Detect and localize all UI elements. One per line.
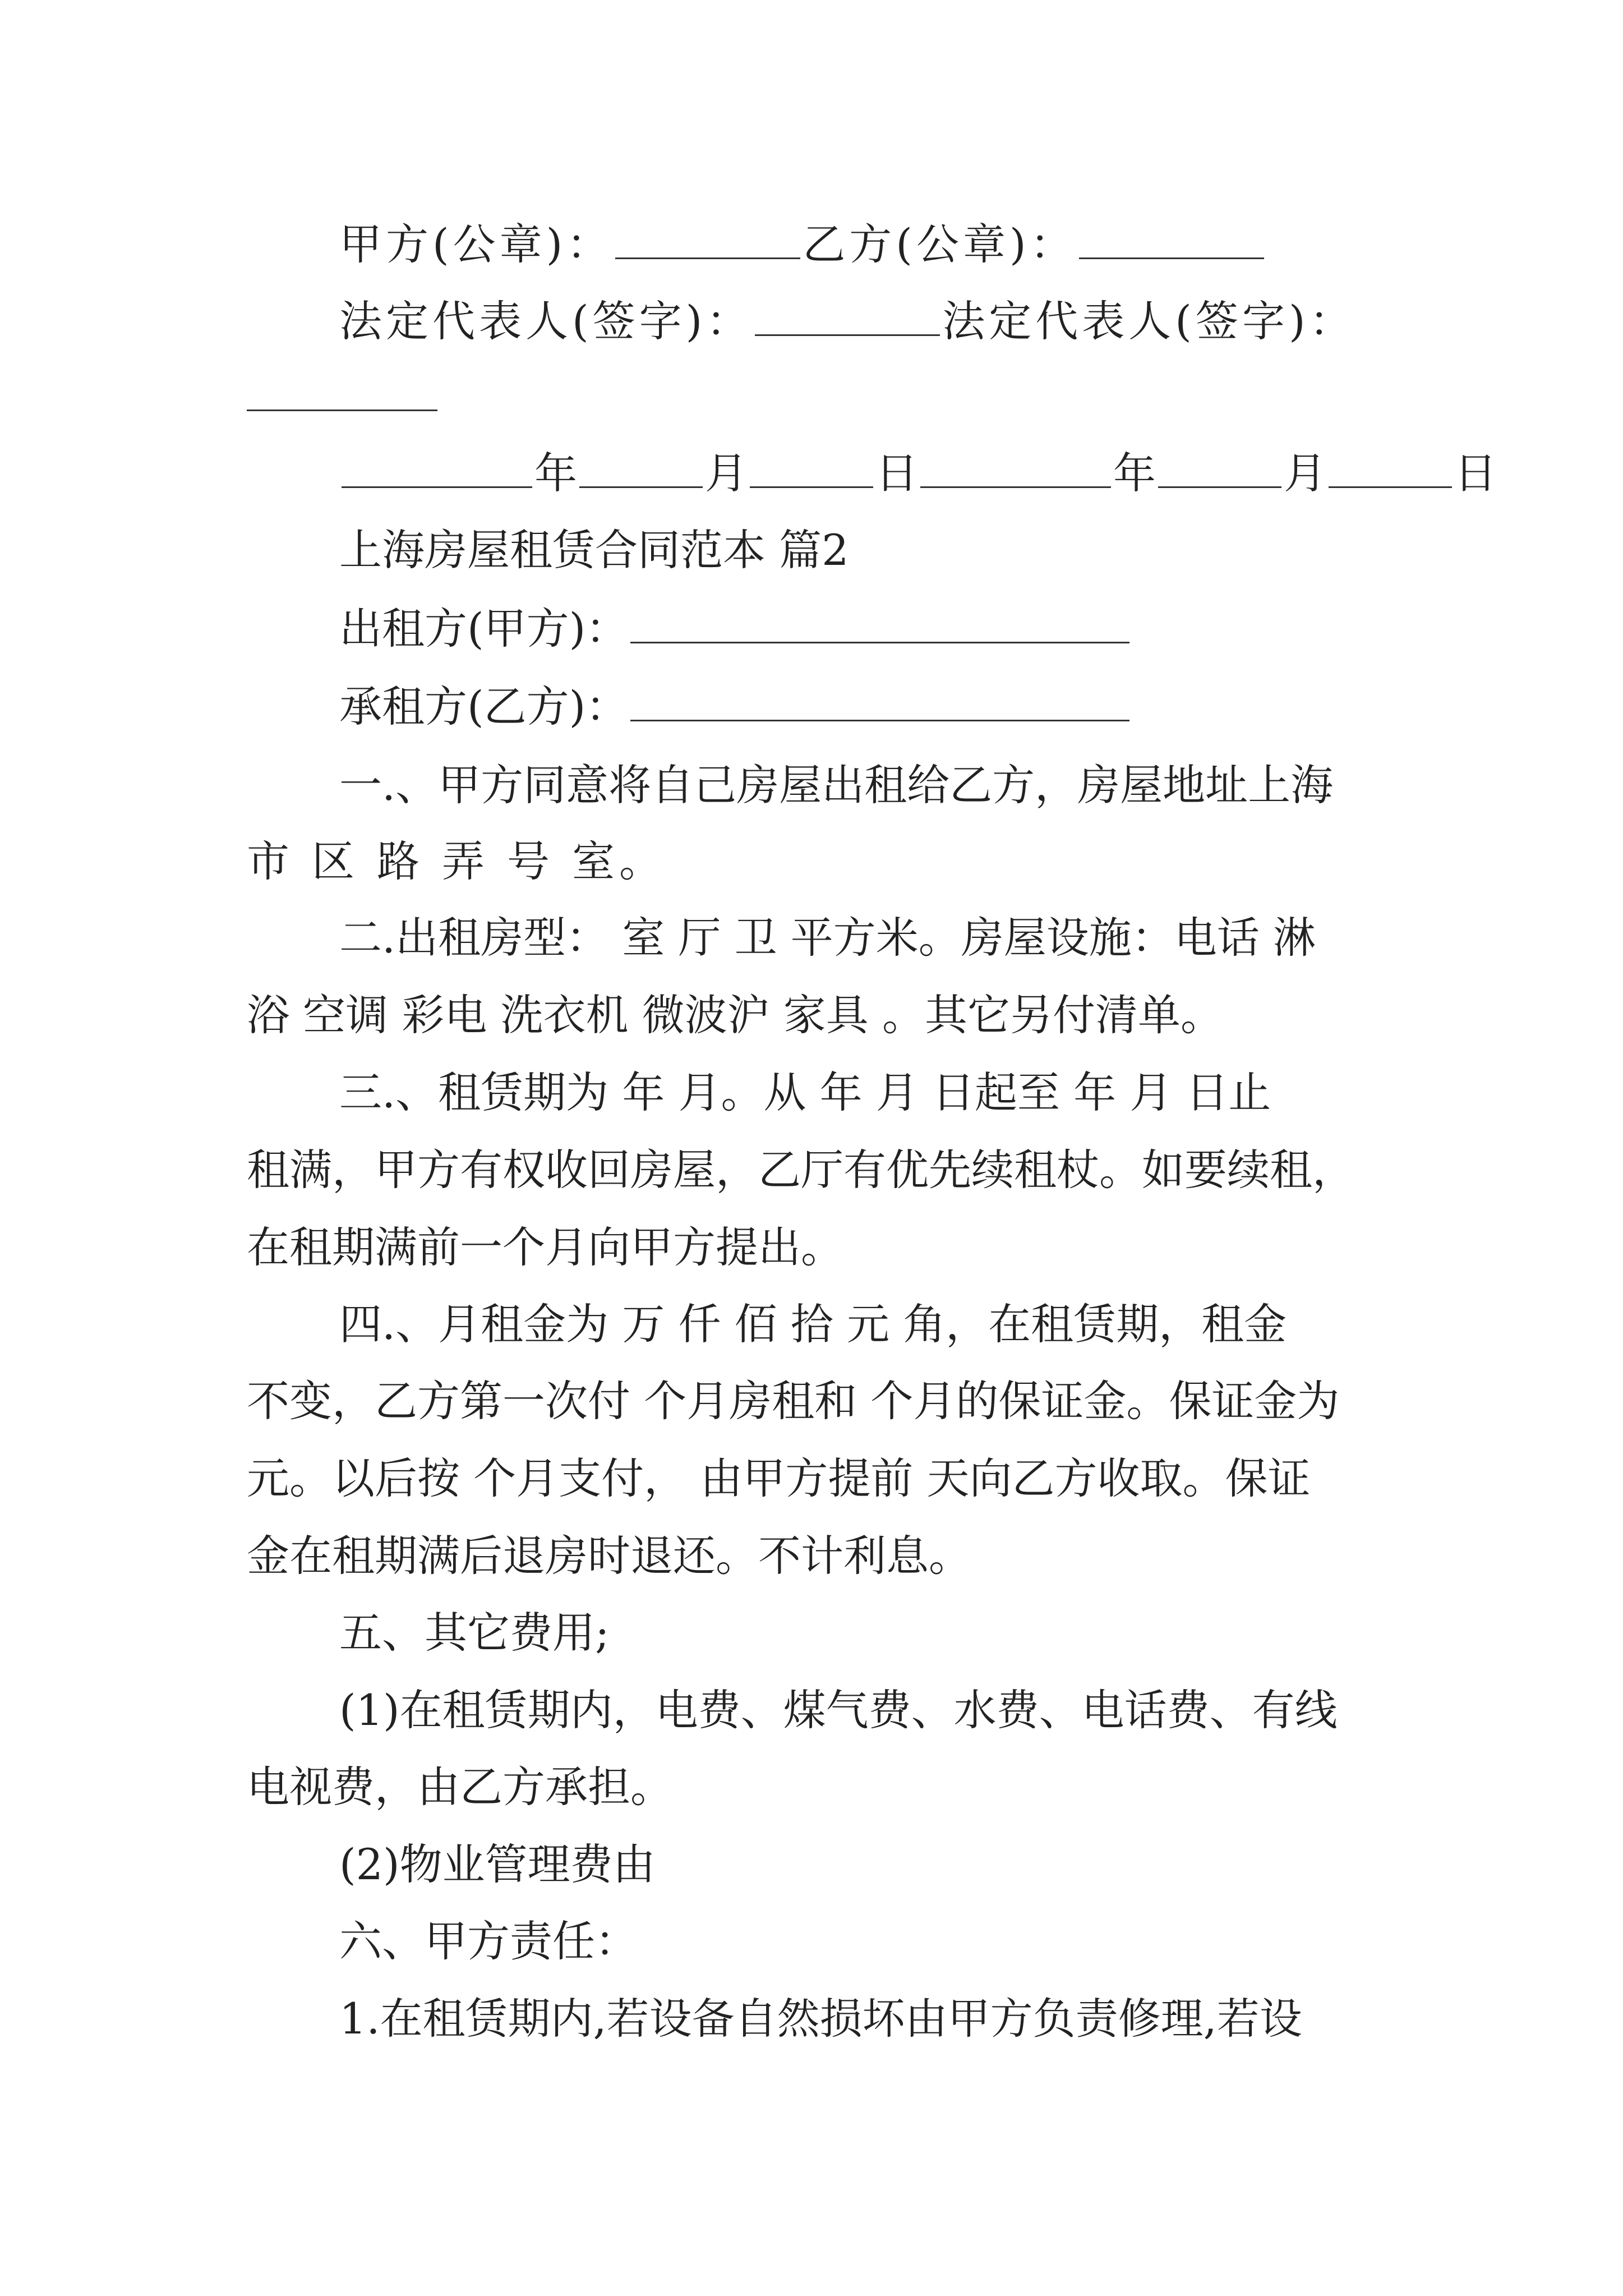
day-a-label: 日 xyxy=(875,448,918,498)
rep-b-blank xyxy=(247,409,437,411)
party-a-seal-blank xyxy=(615,224,800,259)
lessee-label: 承租方(乙方)： xyxy=(339,682,629,731)
clause-3-line-2: 租满，甲方有权收回房屋，乙厅有优先续租杖。如要续租， xyxy=(247,1145,1355,1195)
clause-2-line-1: 二.出租房型： 室 厅 卫 平方米。房屋设施：电话 淋 xyxy=(339,913,1316,963)
clause-3-line-1: 三.、租赁期为 年 月。从 年 月 日起至 年 月 日止 xyxy=(339,1068,1271,1117)
clause-5-title: 五、其它费用; xyxy=(339,1608,610,1658)
month-b-blank xyxy=(1158,453,1281,488)
day-b-label: 日 xyxy=(1454,448,1497,498)
clause-2-line-2: 浴 空调 彩电 洗衣机 微波沪 家具 。其它另付清单。 xyxy=(247,990,1223,1040)
rep-a-blank xyxy=(755,301,940,336)
date-line xyxy=(339,448,1497,498)
day-a-blank xyxy=(750,453,873,488)
representative-signature-line xyxy=(339,296,1356,346)
rep-b-label: 法定代表人(签字)： xyxy=(942,296,1356,346)
party-b-seal-label: 乙方(公章)： xyxy=(803,219,1077,269)
clause-3-line-3: 在租期满前一个月向甲方提出。 xyxy=(247,1222,843,1272)
lessee-line xyxy=(339,682,1132,731)
clause-1-line-1: 一.、甲方同意将自己房屋出租给乙方，房屋地址上海 xyxy=(339,760,1334,810)
party-b-seal-blank xyxy=(1079,224,1264,259)
rep-a-label: 法定代表人(签字)： xyxy=(339,296,753,346)
lessor-blank xyxy=(630,608,1129,643)
clause-4-line-3: 元。以后按 个月支付， 由甲方提前 天向乙方收取。保证 xyxy=(247,1453,1311,1503)
day-b-blank xyxy=(1329,453,1452,488)
month-a-blank xyxy=(579,453,703,488)
clause-6-title: 六、甲方责任： xyxy=(339,1916,638,1966)
lessee-blank xyxy=(630,686,1129,721)
year-b-blank xyxy=(920,453,1111,488)
lessor-line xyxy=(339,604,1132,654)
clause-4-line-2: 不变，乙方第一次付 个月房租和 个月的保证金。保证金为 xyxy=(247,1376,1340,1426)
party-a-seal-label: 甲方(公章)： xyxy=(339,219,614,269)
lessor-label: 出租方(甲方)： xyxy=(339,604,629,654)
year-a-blank xyxy=(342,453,532,488)
month-a-label: 月 xyxy=(705,448,748,498)
clause-5-1-line-2: 电视费，由乙方承担。 xyxy=(247,1762,673,1812)
year-a-label: 年 xyxy=(534,448,577,498)
section-title: 上海房屋租赁合同范本 篇2 xyxy=(339,525,849,575)
clause-6-1: 1.在租赁期内,若设备自然损坏由甲方负责修理,若设 xyxy=(339,1994,1302,2044)
seal-signature-line xyxy=(339,219,1266,269)
clause-5-1-line-1: (1)在租赁期内，电费、煤气费、水费、电话费、有线 xyxy=(339,1685,1338,1735)
clause-1-line-2-text: 市 区 路 弄 号 室。 xyxy=(247,836,662,886)
month-b-label: 月 xyxy=(1284,448,1326,498)
year-b-label: 年 xyxy=(1113,448,1156,498)
clause-4-line-4: 金在租期满后退房时退还。不计利息。 xyxy=(247,1531,971,1581)
clause-4-line-1: 四.、月租金为 万 仟 佰 拾 元 角，在租赁期，租金 xyxy=(339,1299,1287,1349)
clause-1-line-2 xyxy=(247,836,662,886)
clause-5-2: (2)物业管理费由 xyxy=(339,1839,656,1889)
